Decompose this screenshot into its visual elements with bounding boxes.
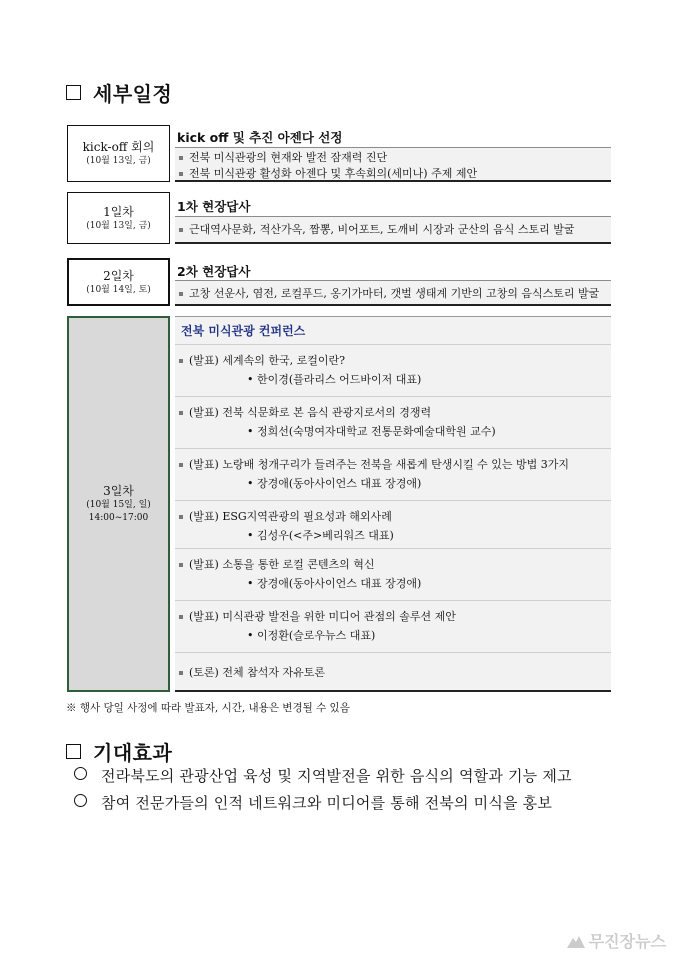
- day-label-box: [67, 192, 170, 244]
- section-title: 세부일정: [93, 82, 173, 106]
- schedule-row-day2: [67, 258, 611, 306]
- program-topic: (발표) 전북 식문화로 본 음식 관광지로서의 경쟁력: [189, 406, 432, 419]
- square-bullet-icon: [179, 671, 183, 675]
- program-topic: (발표) 소통을 통한 로컬 콘텐츠의 혁신: [189, 558, 375, 571]
- square-bullet-icon: [66, 744, 81, 759]
- effect-item: 참여 전문가들의 인적 네트워크와 미디어를 통해 전북의 미식을 홍보: [74, 792, 552, 813]
- square-bullet-icon: [66, 85, 81, 100]
- day-label-box: [67, 316, 170, 692]
- conference-title: 전북 미식관광 컨퍼런스: [181, 324, 306, 338]
- program-speaker: • 장경애(동아사이언스 대표 장경애): [247, 577, 422, 590]
- program-speaker: • 장경애(동아사이언스 대표 장경애): [247, 477, 422, 490]
- list-item: 전북 미식관광 활성화 아젠다 및 후속회의(세미나) 주제 제안: [175, 166, 611, 182]
- square-bullet-icon: [179, 563, 183, 567]
- day-label-box: [67, 258, 170, 306]
- watermark: [567, 929, 666, 952]
- day-name: 3일차: [103, 484, 134, 498]
- day-detail-box: [175, 147, 611, 182]
- program-item: [175, 600, 611, 653]
- mountain-logo-icon: [567, 934, 585, 948]
- square-bullet-icon: [179, 156, 183, 160]
- program-topic: (발표) 미식관광 발전을 위한 미디어 관점의 솔루션 제안: [189, 610, 456, 623]
- list-item: 전북 미식관광의 현재와 발전 잠재력 진단: [175, 150, 611, 166]
- square-bullet-icon: [179, 515, 183, 519]
- square-bullet-icon: [179, 359, 183, 363]
- day-title: 2차 현장답사: [177, 264, 251, 279]
- circle-bullet-icon: [74, 794, 87, 807]
- day-content: [175, 125, 611, 182]
- program-speaker: • 이정환(슬로우뉴스 대표): [247, 629, 376, 642]
- list-item: 근대역사문화, 적산가옥, 짬뽕, 비어포트, 도깨비 시장과 군산의 음식 스토리 발굴: [175, 222, 611, 238]
- schedule-row-day1: [67, 192, 611, 244]
- day-detail-box: [175, 280, 611, 306]
- program-item: [175, 652, 611, 692]
- day-date: (10월 13일, 금): [86, 220, 151, 231]
- conference-program: [175, 316, 611, 692]
- program-speaker: • 한이경(플라리스 어드바이저 대표): [247, 373, 422, 386]
- program-topic: (발표) ESG지역관광의 필요성과 해외사례: [189, 510, 392, 523]
- program-speaker: • 정희선(숙명여자대학교 전통문화예술대학원 교수): [247, 425, 496, 438]
- day-content: [175, 192, 611, 244]
- program-topic: (토론) 전체 참석자 자유토론: [189, 666, 325, 679]
- schedule-row-kickoff: [67, 125, 611, 182]
- day-name: 1일차: [103, 204, 134, 219]
- square-bullet-icon: [179, 463, 183, 467]
- square-bullet-icon: [179, 228, 183, 232]
- circle-bullet-icon: [74, 767, 87, 780]
- day-time: 14:00~17:00: [88, 513, 149, 523]
- day-date: (10월 15일, 일): [86, 500, 151, 510]
- section-heading-effects: [66, 737, 172, 766]
- section-heading-schedule: [66, 78, 172, 107]
- day-title: kick off 및 추진 아젠다 선정: [177, 130, 343, 145]
- day-detail-box: [175, 216, 611, 244]
- day-name: kick-off 회의: [82, 140, 155, 154]
- program-item: [175, 500, 611, 549]
- section-title: 기대효과: [93, 741, 173, 765]
- program-topic: (발표) 노랑배 청개구리가 들려주는 전북을 새롭게 탄생시킬 수 있는 방법 3가지: [189, 458, 569, 471]
- day-label-box: [67, 125, 170, 182]
- day-name: 2일차: [103, 268, 134, 283]
- square-bullet-icon: [179, 172, 183, 176]
- list-item: 고창 선운사, 염전, 로컬푸드, 옹기가마터, 갯벌 생태계 기반의 고창의 음식스토리 발굴: [175, 286, 611, 302]
- program-item: [175, 344, 611, 397]
- program-topic: (발표) 세계속의 한국, 로컬이란?: [189, 354, 345, 367]
- watermark-text: 무진장뉴스: [588, 932, 666, 951]
- program-speaker: • 김성우(<주>베리워즈 대표): [247, 529, 394, 542]
- square-bullet-icon: [179, 292, 183, 296]
- program-item: [175, 548, 611, 601]
- schedule-note: ※ 행사 당일 사정에 따라 발표자, 시간, 내용은 변경될 수 있음: [66, 702, 350, 714]
- square-bullet-icon: [179, 615, 183, 619]
- day-date: (10월 13일, 금): [86, 156, 151, 166]
- square-bullet-icon: [179, 411, 183, 415]
- effect-item: 전라북도의 관광산업 육성 및 지역발전을 위한 음식의 역할과 기능 제고: [74, 765, 572, 786]
- program-item: [175, 396, 611, 449]
- day-title: 1차 현장답사: [177, 199, 251, 214]
- program-item: [175, 448, 611, 501]
- day-content: [175, 258, 611, 306]
- schedule-row-day3: [67, 316, 611, 692]
- day-date: (10월 14일, 토): [86, 284, 151, 295]
